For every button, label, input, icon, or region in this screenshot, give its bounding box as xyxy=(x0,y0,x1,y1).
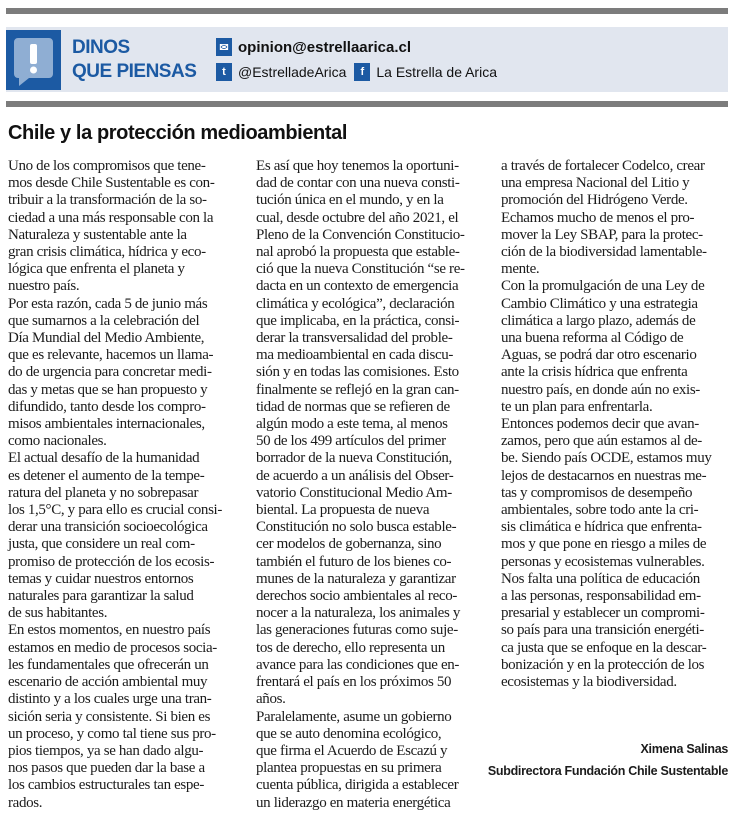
article-line: ciedad a una más responsable con la xyxy=(8,209,214,226)
article-line: sión y en todas las comisiones. Esto xyxy=(256,364,459,381)
article-line: los 1,5°C, y para ello es crucial consi- xyxy=(8,502,223,519)
article-line: justa, que considere un real com- xyxy=(8,536,195,553)
article-line: El actual desafío de la humanidad xyxy=(8,450,200,467)
article-line: be. Siendo país OCDE, estamos muy xyxy=(501,450,712,467)
article-line: Constitución no solo busca estable- xyxy=(256,519,457,536)
article-column-2 xyxy=(256,158,496,812)
article-line: Día Mundial del Medio Ambiente, xyxy=(8,330,205,347)
article-line: frentará el país en los próximos 50 xyxy=(256,674,452,691)
article-line: Por esta razón, cada 5 de junio más xyxy=(8,295,208,312)
author-name: Ximena Salinas xyxy=(640,742,728,756)
article-line: mover la Ley SBAP, para la protec- xyxy=(501,226,703,243)
article-line: que implicaba, en la práctica, consi- xyxy=(256,312,460,329)
article-line: Paralelamente, asume un gobierno xyxy=(256,708,452,725)
article-line: Con la promulgación de una Ley de xyxy=(501,278,705,295)
article-line: a las personas, responsabilidad em- xyxy=(501,588,701,605)
article-line: Es así que hoy tenemos la oportuni- xyxy=(256,158,459,174)
article-line: una empresa Nacional del Litio y xyxy=(501,175,690,192)
article-line: Cambio Climático y una estrategia xyxy=(501,295,698,312)
article-line: derar una transición socioecológica xyxy=(8,519,208,536)
article-column-1 xyxy=(8,158,248,812)
article-line: lógica que enfrenta el planeta y xyxy=(8,261,185,278)
article-line: En estos momentos, en nuestro país xyxy=(8,622,211,639)
article-line: ecosistemas y la biodiversidad. xyxy=(501,674,677,691)
article-line: Pleno de la Convención Constitucio- xyxy=(256,226,465,243)
article-line: derar la transversalidad del proble- xyxy=(256,330,453,347)
article-line: munes de la naturaleza y garantizar xyxy=(256,570,456,587)
article-line: nuestro país. xyxy=(8,278,80,295)
article-line: años. xyxy=(256,691,286,708)
article-line: plantea propuestas en su primera xyxy=(256,760,442,777)
article-line: que firma el Acuerdo de Escazú y xyxy=(256,742,448,759)
social-contacts xyxy=(216,63,497,81)
article-line: tidad de normas que se refieren de xyxy=(256,398,450,415)
email-contact xyxy=(216,38,411,56)
article-line: te un plan para enfrentarla. xyxy=(501,398,653,415)
article-line: a través de fortalecer Codelco, crear xyxy=(501,158,705,174)
section-label-line1: DINOS xyxy=(72,37,130,58)
article-line: climática a largo plazo, además de xyxy=(501,312,696,329)
article-line: estamos en medio de procesos socia- xyxy=(8,639,217,656)
article-line: ció que la nueva Constitución “se re- xyxy=(256,261,465,278)
article-line: ma medioambiental en cada discu- xyxy=(256,347,454,364)
article-line: so país para una transición energéti- xyxy=(501,622,704,639)
article-line: bonización y en la protección de los xyxy=(501,656,705,673)
article-line: avance para las condiciones que en- xyxy=(256,656,460,673)
article-line: sis climática e hídrica que enfrenta- xyxy=(501,519,702,536)
article-line: mos desde Chile Sustentable es con- xyxy=(8,175,215,192)
article-line: borrador de la nueva Constitución, xyxy=(256,450,452,467)
article-line: nos pasos que pueden dar la base a xyxy=(8,760,205,777)
article-line: cuenta pública, dirigida a establecer xyxy=(256,777,459,794)
article-line: que sumarnos a la celebración del xyxy=(8,312,200,329)
article-line: un liderazgo en materia energética xyxy=(256,794,451,811)
section-label xyxy=(72,36,196,84)
article-line: zamos, pero que aún estamos al de- xyxy=(501,433,702,450)
article-line: temas y cuidar nuestros entornos xyxy=(8,570,194,587)
facebook-icon: f xyxy=(354,63,370,81)
article-line: vatorio Constitucional Medio Am- xyxy=(256,484,452,501)
article-line: como nacionales. xyxy=(8,433,107,450)
article-line: gran crisis climática, hídrica y eco- xyxy=(8,244,206,261)
article-line: los cambios estructurales tan espe- xyxy=(8,777,205,794)
article-line: distinto y a los cuales urge una tran- xyxy=(8,691,212,708)
article-line: que se auto denomina ecológico, xyxy=(256,725,442,742)
facebook-link[interactable]: La Estrella de Arica xyxy=(376,64,497,80)
article-line: de sus habitantes. xyxy=(8,605,108,622)
article-line: cual, desde octubre del año 2021, el xyxy=(256,209,459,226)
article-line: promoción del Hidrógeno Verde. xyxy=(501,192,688,209)
article-line: mos y que pone en riesgo a miles de xyxy=(501,536,707,553)
twitter-icon: t xyxy=(216,63,232,81)
article-line: lejos de destacarnos en nuestras me- xyxy=(501,467,707,484)
article-line: una buena reforma al Código de xyxy=(501,330,684,347)
article-column-3 xyxy=(501,158,734,691)
bottom-divider xyxy=(6,101,728,107)
speech-bubble-exclamation-icon xyxy=(6,30,61,90)
article-line: Echamos mucho de menos el pro- xyxy=(501,209,695,226)
article-line: las generaciones futuras como suje- xyxy=(256,622,458,639)
article-line: mente. xyxy=(501,261,540,278)
article-line: personas y ecosistemas vulnerables. xyxy=(501,553,705,570)
article-line: nocer a la naturaleza, los animales y xyxy=(256,605,461,622)
article-line: finalmente se reflejó en la gran can- xyxy=(256,381,459,398)
top-divider xyxy=(6,8,728,14)
article-line: difundido, tanto desde los compro- xyxy=(8,398,206,415)
article-line: misos ambientales internacionales, xyxy=(8,416,205,433)
article-line: tribuir a la transformación de la so- xyxy=(8,192,207,209)
article-line: de acuerdo a un análisis del Obser- xyxy=(256,467,454,484)
article-line: ante la crisis hídrica que enfrenta xyxy=(501,364,688,381)
author-role: Subdirectora Fundación Chile Sustentable xyxy=(487,764,728,778)
article-line: tución única en el mundo, y en la xyxy=(256,192,444,209)
article-line: que es relevante, hacemos un llama- xyxy=(8,347,214,364)
article-line: do de urgencia para concretar medi- xyxy=(8,364,212,381)
article-line: cer modelos de gobernanza, sino xyxy=(256,536,442,553)
article-line: promiso de protección de los ecosis- xyxy=(8,553,215,570)
article-line: ratura del planeta y no sobrepasar xyxy=(8,484,199,501)
envelope-icon: ✉ xyxy=(216,38,232,56)
article-line: les fundamentales que ofrecerán un xyxy=(8,656,209,673)
article-line: pios tiempos, ya se han dado algu- xyxy=(8,742,204,759)
article-line: presarial y establecer un compromi- xyxy=(501,605,705,622)
article-title: Chile y la protección medioambiental xyxy=(8,122,348,144)
article-line: dacta en un contexto de emergencia xyxy=(256,278,459,295)
email-link[interactable]: opinion@estrellaarica.cl xyxy=(238,38,412,56)
article-line: naturales para garantizar la salud xyxy=(8,588,194,605)
article-line: Entonces podemos decir que avan- xyxy=(501,416,699,433)
article-line: sición seria y consistente. Si bien es xyxy=(8,708,211,725)
article-line: escenario de acción ambiental muy xyxy=(8,674,208,691)
article-line: algún modo a este tema, al menos xyxy=(256,416,448,433)
article-line: climática y ecológica”, declaración xyxy=(256,295,455,312)
article-line: ción de la biodiversidad lamentable- xyxy=(501,244,707,261)
article-line: ambientales, sobre todo ante la cri- xyxy=(501,502,699,519)
article-line: biental. La propuesta de nueva xyxy=(256,502,430,519)
article-line: tas y compromisos de desempeño xyxy=(501,484,693,501)
article-line: dad de contar con una nueva consti- xyxy=(256,175,460,192)
article-line: 50 de los 499 artículos del primer xyxy=(256,433,446,450)
article-line: tos de derecho, ello representa un xyxy=(256,639,445,656)
article-line: nuestro país, en donde aún no exis- xyxy=(501,381,700,398)
article-line: nal aprobó la propuesta que estable- xyxy=(256,244,460,261)
twitter-link[interactable]: @EstrelladeArica xyxy=(238,64,347,80)
section-label-line2: QUE PIENSAS xyxy=(72,61,197,82)
article-line: Nos falta una política de educación xyxy=(501,570,700,587)
article-line: Naturaleza y sustentable ante la xyxy=(8,226,187,243)
article-line: derechos socio ambientales al reco- xyxy=(256,588,457,605)
article-line: ca justa que se enfoque en la descar- xyxy=(501,639,707,656)
article-line: Uno de los compromisos que tene- xyxy=(8,158,206,174)
article-line: das y metas que se han propuesto y xyxy=(8,381,208,398)
article-line: rados. xyxy=(8,794,43,811)
article-line: Aguas, se podrá dar otro escenario xyxy=(501,347,697,364)
article-line: también el futuro de los bienes co- xyxy=(256,553,452,570)
article-line: es detener el aumento de la tempe- xyxy=(8,467,205,484)
article-line: un proceso, y como tal tiene sus pro- xyxy=(8,725,216,742)
